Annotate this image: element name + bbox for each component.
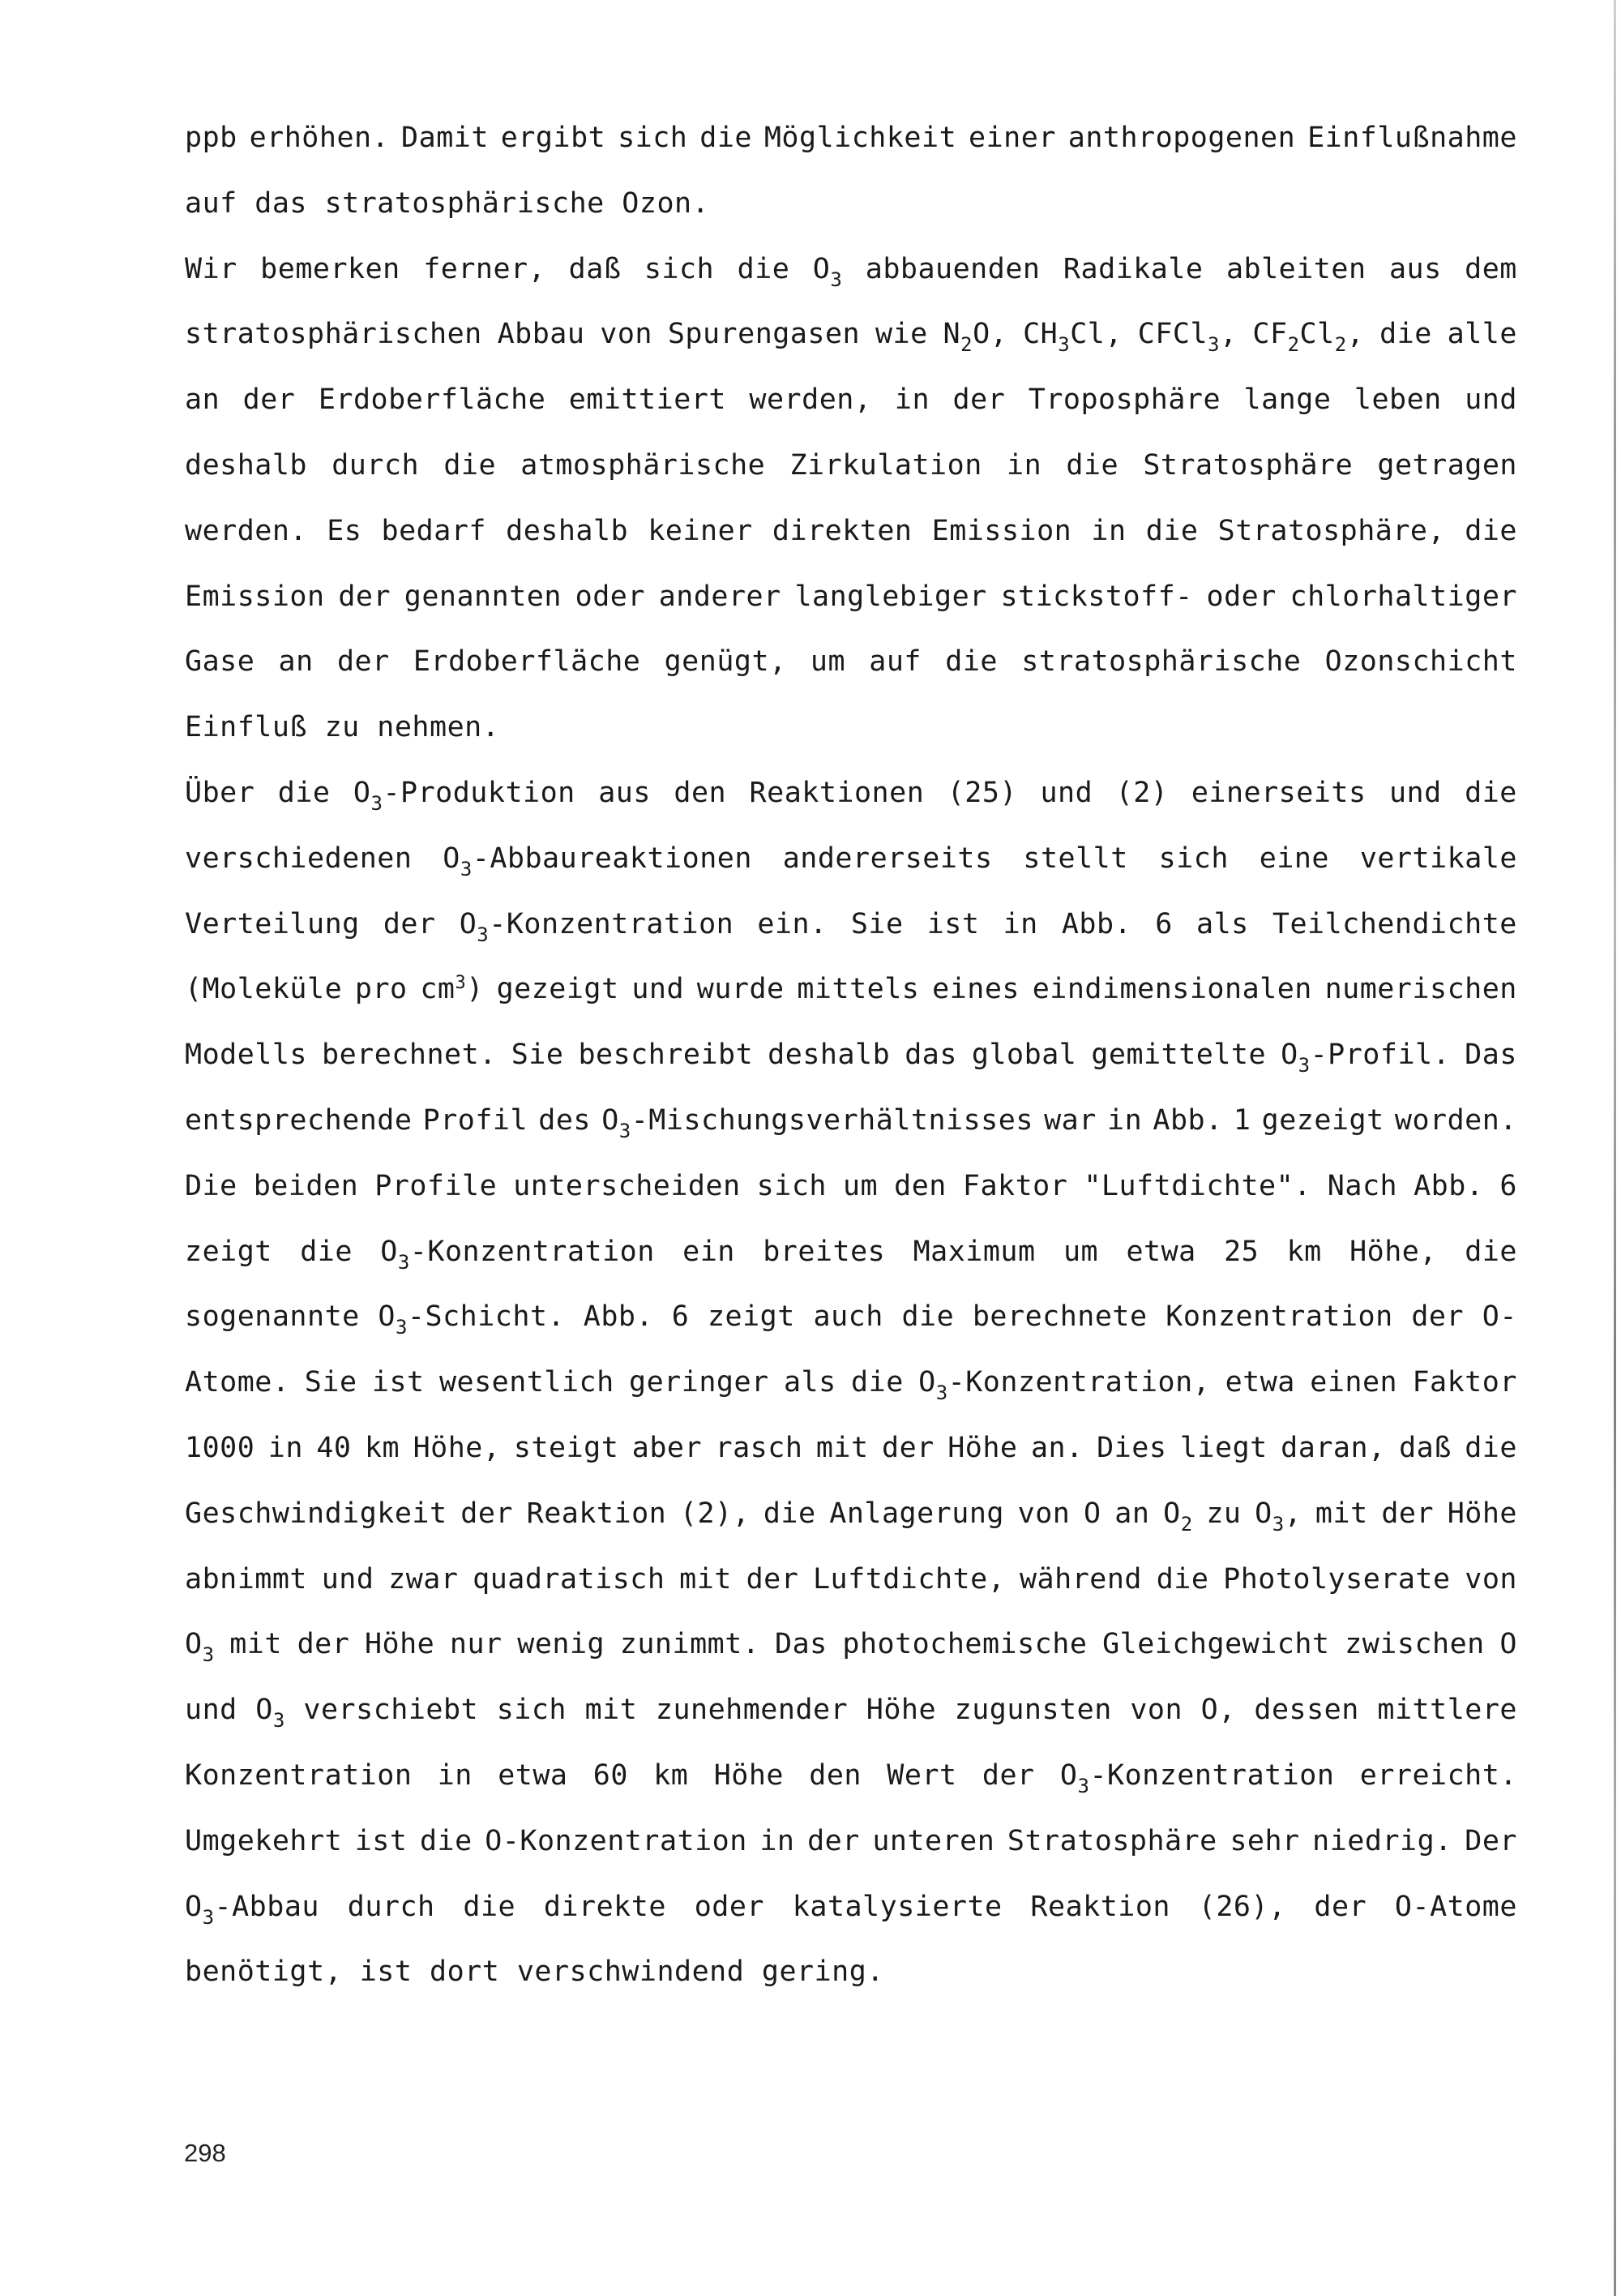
- text-line: deshalb durch die atmosphärische Zirkulation in die Stratosphäre getragen: [185, 448, 1517, 482]
- text-line: Emission der genannten oder anderer langlebiger stickstoff- oder chlorhaltiger: [185, 580, 1517, 613]
- text-line: Einfluß zu nehmen.: [185, 711, 500, 744]
- text-line: (Moleküle pro $cm^3$) gezeigt und wurde mittels eines eindimensionalen numerischen: [185, 973, 1517, 1006]
- text-line: Gase an der Erdoberfläche genügt, um auf die stratosphärische Ozonschicht: [185, 645, 1517, 679]
- text-line: Wir bemerken ferner, daß sich die $O_3$ abbauenden Radikale ableiten aus dem: [185, 252, 1517, 291]
- text-line: sogenannte $O_3$-Schicht. Abb. 6 zeigt auch die berechnete Konzentration der O-: [185, 1300, 1517, 1339]
- text-line: Über die $O_3$-Produktion aus den Reaktionen (25) und (2) einerseits und die: [185, 776, 1517, 815]
- text-line: $O_3$ mit der Höhe nur wenig zunimmt. Das photochemische Gleichgewicht zwischen O: [185, 1628, 1517, 1667]
- text-line: entsprechende Profil des $O_3$-Mischungsverhältnisses war in Abb. 1 gezeigt worden.: [185, 1103, 1517, 1142]
- text-line: an der Erdoberfläche emittiert werden, in der Troposphäre lange leben und: [185, 383, 1517, 417]
- scan-edge-shadow: [1614, 0, 1616, 2296]
- page-number: 298: [184, 2139, 226, 2167]
- text-line: werden. Es bedarf deshalb keiner direkten Emission in die Stratosphäre, die: [185, 514, 1517, 547]
- text-line: Konzentration in etwa 60 km Höhe den Wert der $O_3$-Konzentration erreicht.: [185, 1758, 1517, 1797]
- text-line: benötigt, ist dort verschwindend gering.: [185, 1955, 884, 1989]
- text-line: Die beiden Profile unterscheiden sich um den Faktor "Luftdichte". Nach Abb. 6: [185, 1169, 1517, 1202]
- text-line: und $O_3$ verschiebt sich mit zunehmender Höhe zugunsten von O, dessen mittlere: [185, 1694, 1517, 1733]
- text-line: ppb erhöhen. Damit ergibt sich die Möglichkeit einer anthropogenen Einflußnahme: [185, 122, 1517, 154]
- body-text: [185, 105, 1517, 2005]
- text-line: verschiedenen $O_3$-Abbaureaktionen andererseits stellt sich eine vertikale: [185, 842, 1517, 880]
- text-line: abnimmt und zwar quadratisch mit der Luftdichte, während die Photolyserate von: [185, 1562, 1517, 1596]
- text-line: Umgekehrt ist die O-Konzentration in der unteren Stratosphäre sehr niedrig. Der: [185, 1824, 1517, 1857]
- text-line: auf das stratosphärische Ozon.: [185, 186, 710, 220]
- text-line: stratosphärischen Abbau von Spurengasen wie $N_2O$, $CH_3Cl$, CFCl$_3$, $CF_2Cl_2$, die alle: [185, 318, 1517, 357]
- text-line: Atome. Sie ist wesentlich geringer als die $O_3$-Konzentration, etwa einen Faktor: [185, 1366, 1517, 1405]
- text-line: 1000 in 40 km Höhe, steigt aber rasch mit der Höhe an. Dies liegt daran, daß die: [185, 1431, 1517, 1464]
- text-line: Geschwindigkeit der Reaktion (2), die Anlagerung von O an $O_2$ zu $O_3$, mit der Höhe: [185, 1497, 1517, 1536]
- text-line: $O_3$-Abbau durch die direkte oder katalysierte Reaktion (26), der O-Atome: [185, 1890, 1517, 1929]
- text-line: zeigt die $O_3$-Konzentration ein breites Maximum um etwa 25 km Höhe, die: [185, 1235, 1517, 1274]
- text-line: Modells berechnet. Sie beschreibt deshalb das global gemittelte $O_3$-Profil. Das: [185, 1039, 1517, 1077]
- text-line: Verteilung der $O_3$-Konzentration ein. Sie ist in Abb. 6 als Teilchendichte: [185, 907, 1517, 946]
